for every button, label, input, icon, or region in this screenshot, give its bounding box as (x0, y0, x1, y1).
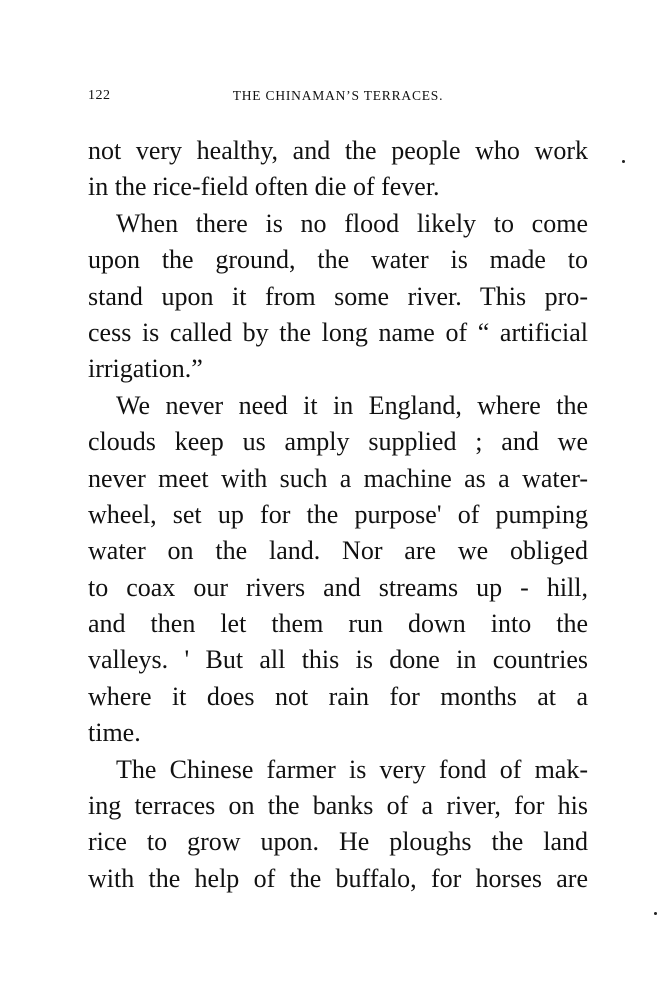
page-number: 122 (88, 88, 111, 103)
text-line: upon the ground, the water is made to (88, 245, 588, 275)
text-line: never meet with such a machine as a water- (88, 463, 588, 493)
text-line: where it does not rain for months at a (88, 681, 588, 711)
paragraph-first-line: The Chinese farmer is very fond of mak- (116, 754, 588, 784)
running-header (88, 88, 588, 108)
text-line: in the rice-field often die of fever. (88, 172, 440, 202)
body-text (88, 133, 588, 897)
text-line: water on the land. Nor are we obliged (88, 536, 588, 566)
text-line: time. (88, 718, 141, 748)
text-line: stand upon it from some river. This pro- (88, 281, 588, 311)
scan-speck (622, 160, 625, 163)
paragraph-first-line: We never need it in England, where the (116, 390, 588, 420)
text-line: cess is called by the long name of “ artificial (88, 317, 588, 347)
paragraph-first-line: When there is no flood likely to come (116, 208, 588, 238)
text-line: valleys. ' But all this is done in countries (88, 645, 588, 675)
text-line: and then let them run down into the (88, 609, 588, 639)
text-line: ing terraces on the banks of a river, for his (88, 791, 588, 821)
text-line: clouds keep us amply supplied ; and we (88, 427, 588, 457)
text-line: with the help of the buffalo, for horses are (88, 863, 588, 893)
running-title: THE CHINAMAN’S TERRACES. (232, 88, 444, 103)
text-line: rice to grow upon. He ploughs the land (88, 827, 588, 857)
text-line: not very healthy, and the people who work (88, 136, 588, 165)
text-line: to coax our rivers and streams up - hill, (88, 572, 588, 602)
text-line: wheel, set up for the purpose' of pumping (88, 499, 588, 529)
text-line: irrigation.” (88, 354, 203, 384)
scan-speck (654, 912, 657, 915)
